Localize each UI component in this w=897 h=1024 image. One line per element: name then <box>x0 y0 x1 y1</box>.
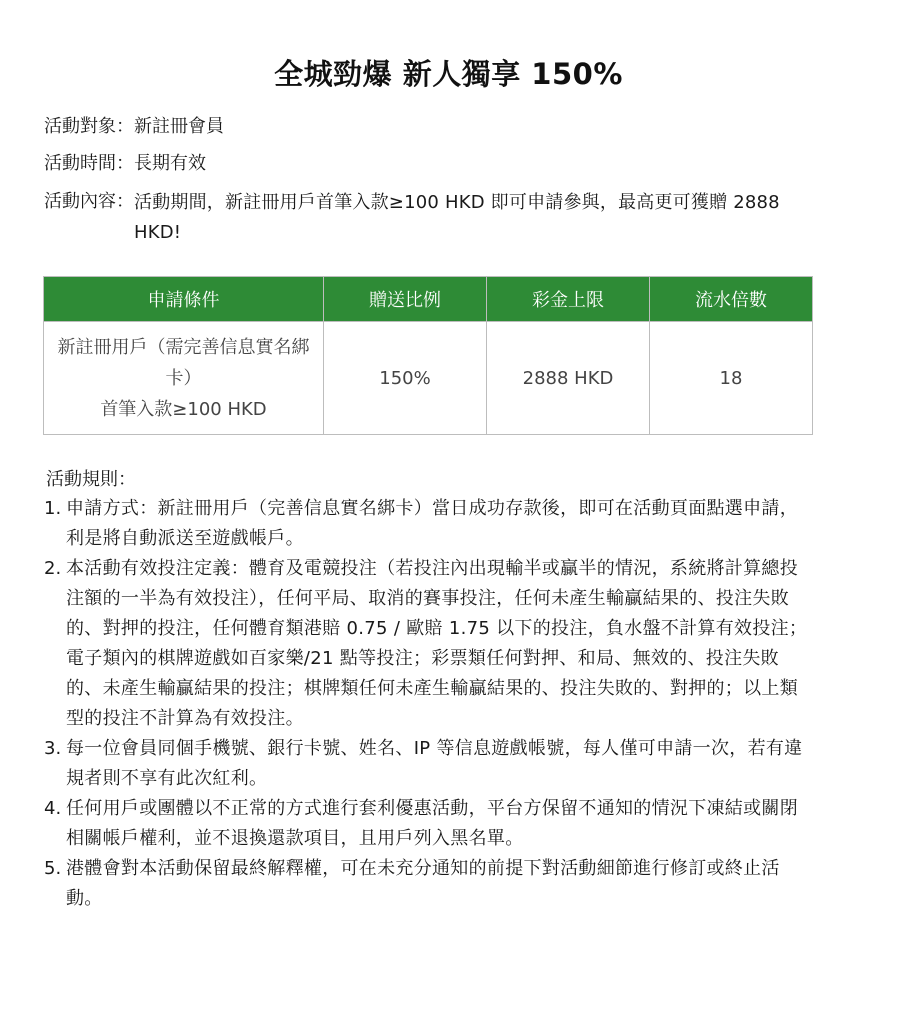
cell-condition <box>44 322 324 435</box>
rule-text: 申請方式：新註冊用戶（完善信息實名綁卡）當日成功存款後，即可在活動頁面點選申請，利是將自動派送至遊戲帳戶。 <box>66 498 798 549</box>
rule-text: 任何用戶或團體以不正常的方式進行套利優惠活動，平台方保留不通知的情況下凍結或關閉相關帳戶權利，並不退換還款項目，且用戶列入黑名單。 <box>66 798 798 849</box>
target-value: 新註冊會員 <box>134 116 224 137</box>
header-condition: 申請條件 <box>44 277 324 322</box>
list-item <box>44 494 814 554</box>
list-item <box>44 794 814 854</box>
rule-text: 每一位會員同個手機號、銀行卡號、姓名、IP 等信息遊戲帳號，每人僅可申請一次，若有違規者則不享有此次紅利。 <box>66 738 803 789</box>
list-item <box>44 734 814 794</box>
content-label: 活動內容： <box>44 191 134 212</box>
info-time-row <box>44 150 206 178</box>
cell-cap: 2888 HKD <box>487 322 650 435</box>
content-value: 活動期間，新註冊用戶首筆入款≥100 HKD 即可申請參與，最高更可獲贈 2888 HKD! <box>134 192 780 243</box>
rule-number: 4. <box>44 798 62 819</box>
info-target-row <box>44 113 224 141</box>
cell-turnover: 18 <box>650 322 813 435</box>
condition-line-1: 新註冊用戶（需完善信息實名綁卡） <box>57 336 310 389</box>
rules-title: 活動規則： <box>46 469 136 490</box>
rule-number: 1. <box>44 498 62 519</box>
conditions-table <box>43 276 813 435</box>
rule-number: 2. <box>44 558 62 579</box>
header-ratio: 贈送比例 <box>324 277 487 322</box>
rule-number: 5. <box>44 858 62 879</box>
table-header-row <box>44 277 813 322</box>
rules-list <box>44 494 814 914</box>
time-label: 活動時間： <box>44 153 134 174</box>
info-content-row <box>44 188 824 248</box>
time-value: 長期有效 <box>134 153 206 174</box>
list-item <box>44 854 814 914</box>
rule-text: 本活動有效投注定義：體育及電競投注（若投注內出現輸半或贏半的情況，系統將計算總投注額的一半為有效投注），任何平局、取消的賽事投注，任何未產生輸贏結果的、投注失敗的、對押的投注，任何體育類港賠 0.75 / 歐賠 1.75 以下的投注，負水盤不計算有效投注；電子類內的棋牌遊戲如百家樂/21 點等投注；彩票類任何對押、和局、無效的、投注失敗的、未產生輸贏結果的投注；棋牌類任何未產生輸贏結果的、投注失敗的、對押的；以上類型的投注不計算為有效投注。 <box>66 558 808 729</box>
cell-ratio: 150% <box>324 322 487 435</box>
table-row <box>44 322 813 435</box>
header-cap: 彩金上限 <box>487 277 650 322</box>
condition-line-2: 首筆入款≥100 HKD <box>100 398 267 420</box>
rule-text: 港體會對本活動保留最終解釋權，可在未充分通知的前提下對活動細節進行修訂或終止活動。 <box>66 858 780 909</box>
rule-number: 3. <box>44 738 62 759</box>
page-title: 全城勁爆 新人獨享 150% <box>274 57 623 91</box>
list-item <box>44 554 814 734</box>
header-turnover: 流水倍數 <box>650 277 813 322</box>
target-label: 活動對象： <box>44 116 134 137</box>
